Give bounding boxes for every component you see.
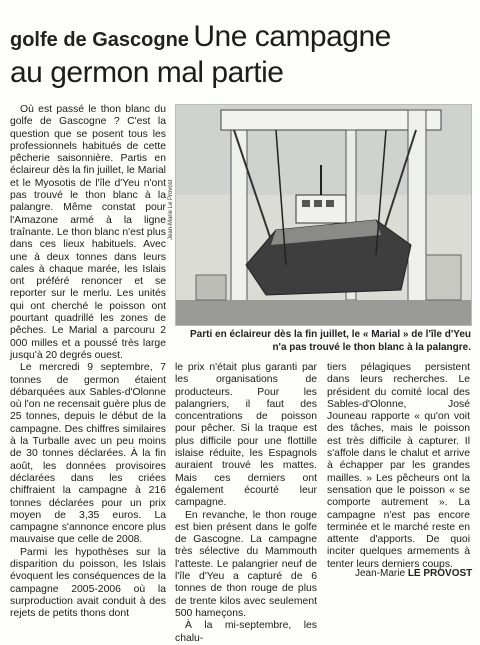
paragraph: À la mi-septembre, les chalu- <box>175 620 317 644</box>
title-line-1: Une campagne <box>193 20 391 53</box>
article-column-3 <box>327 362 470 571</box>
paragraph: Le mercredi 9 septembre, 7 tonnes de germon étaient débarquées aux Sables-d'Olonne où l'on ne recensait guère plus de 25 tonnes, depuis le début de la campagne. Des chiffres similaires à la Turballe avec un peu moins de 30 tonnes déclarées. À la fin août, les données provisoires déclarées dans les criées chiffraient la campagne à 216 tonnes déclarées pour un prix moyen de 3,35 euros. La campagne s'annonce encore plus mauvaise que celle de 2008. <box>10 362 166 546</box>
paragraph: Où est passé le thon blanc du golfe de Gascogne ? C'est la question que se posent tous les professionnels habitués de cette pêcherie saisonnière. Partis en éclaireur dès la fin juillet, le Marial et le Myosotis de l'île d'Yeu n'ont pas trouvé le thon blanc à la palangre. Même constat pour l'Amazone armé à la ligne traînante. Le thon blanc n'est plus dans ces lieux habituels. Avec une à deux tonnes dans leurs cales à chaque marée, les Islais ont préféré renoncer et se reporter sur le merlu. Les unités qui ont cherché le poisson ont pourtant quadrillé les zones de pêches. Le Marial a parcouru 2 000 milles et a poussé très large jusqu'à 20 degrés ouest. <box>10 104 166 361</box>
kicker: golfe de Gascogne <box>10 29 189 51</box>
title-line-2: au germon mal partie <box>10 56 284 89</box>
paragraph: le prix n'était plus garanti par les organisations de producteurs. Pour les palangriers, il faut des concentrations de poisson pour pêcher. Si la traque est plus difficile pour une flottille islaise réduite, les Espagnols auraient trouvé les mattes. Mais ces derniers ont également écourté leur campagne. <box>175 362 317 509</box>
author-prefix: Jean-Marie <box>355 568 408 579</box>
paragraph: En revanche, le thon rouge est bien présent dans le golfe de Gascogne. La campagne très sélective du Mammouth l'atteste. Le palangrier neuf de l'île d'Yeu a capturé de 6 tonnes de thon rouge de plus de trente kilos avec seulement 500 hameçons. <box>175 509 317 619</box>
headline <box>10 20 472 54</box>
author-signature <box>355 568 472 579</box>
article-column-1 <box>10 104 166 620</box>
photo-caption: Parti en éclaireur dès la fin juillet, le « Marial » de l'île d'Yeu n'a pas trouvé le thon blanc à la palangre. <box>190 329 471 353</box>
author-name: LE PROVOST <box>407 568 473 579</box>
fishing-boat-illustration <box>176 105 471 325</box>
photo-credit: Jean-Marie Le Provost <box>168 179 174 240</box>
boat-photo <box>175 104 472 326</box>
paragraph: Parmi les hypothèses sur la disparition du poisson, les Islais évoquent les conséquences de la campagne 2005-2006 où la surproduction avait conduit à des rejets de petits thons dont <box>10 546 166 620</box>
paragraph: tiers pélagiques persistent dans leurs recherches. Le président du comité local des Sables-d'Olonne, José Jouneau rapporte « qu'on voit des tâches, mais le poisson est très difficile à capturer. Il s'affole dans le chalut et arrive à échapper par les grandes mailles. » Les pêcheurs ont la sensation que le poisson « se comporte autrement ». La campagne n'est pas encore terminée et le marché reste en attente d'apports. De quoi inciter quelques armements à tenter leurs derniers coups. <box>327 362 470 570</box>
article-column-2 <box>175 362 317 645</box>
